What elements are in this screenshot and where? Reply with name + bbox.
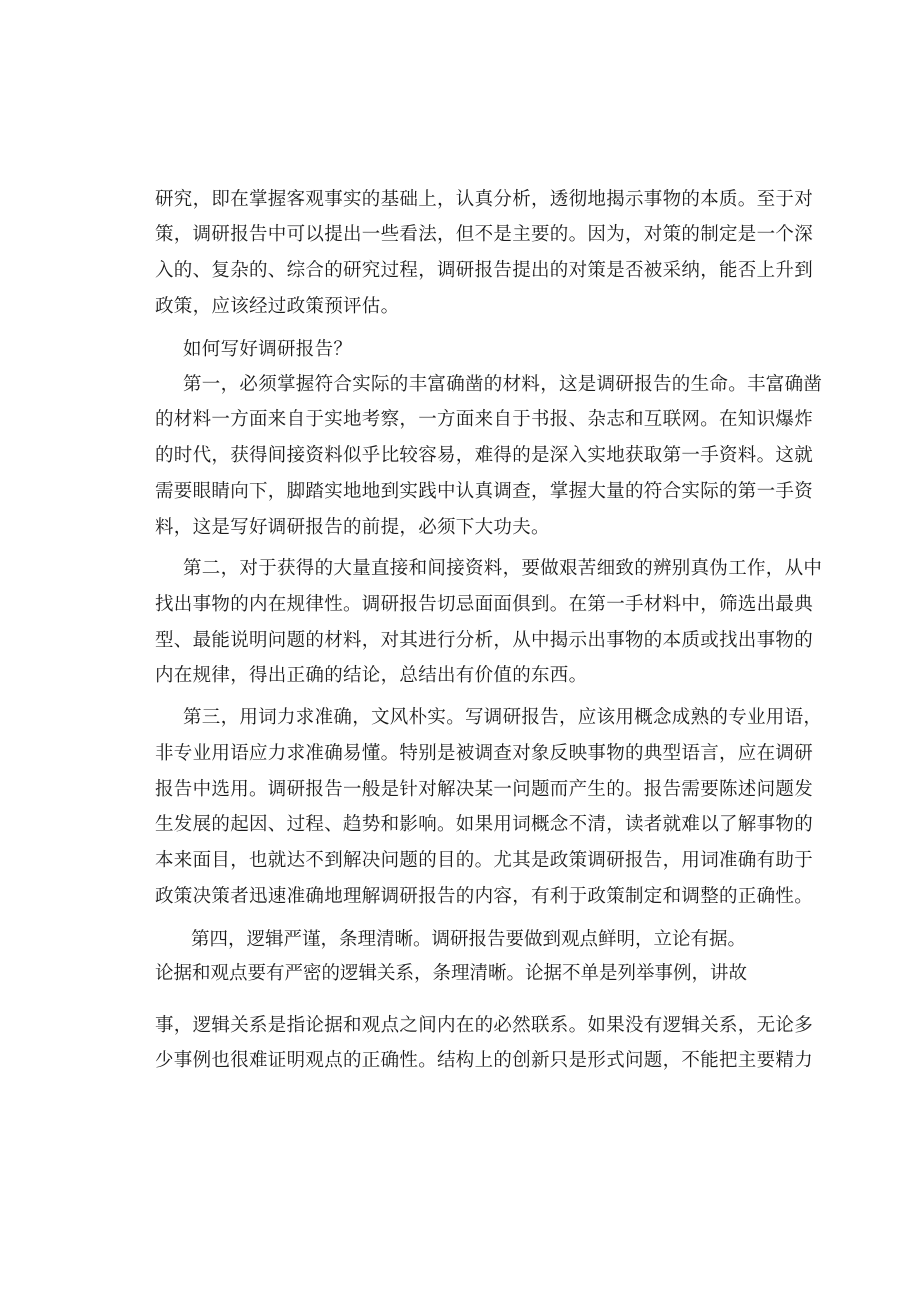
text-line: 需要眼睛向下，脚踏实地地到实践中认真调查，掌握大量的符合实际的第一手资 [155,481,814,502]
text-line: 研究，即在掌握客观事实的基础上，认真分析，透彻地揭示事物的本质。至于对 [155,189,814,210]
text-line: 论据和观点要有严密的逻辑关系，条理清晰。论据不单是列举事例，讲故 [155,963,748,984]
text-line: 料，这是写好调研报告的前提，必须下大功夫。 [155,517,550,538]
text-line: 的材料一方面来自于实地考察，一方面来自于书报、杂志和互联网。在知识爆炸 [155,409,814,430]
text-line: 第四，逻辑严谨，条理清晰。调研报告要做到观点鲜明，立论有据。 [191,929,747,950]
text-line: 第二，对于获得的大量直接和间接资料，要做艰苦细致的辨别真伪工作，从中 [183,558,823,579]
text-line: 入的、复杂的、综合的研究过程，调研报告提出的对策是否被采纳，能否上升到 [155,260,814,281]
text-line: 第三，用词力求准确，文风朴实。写调研报告，应该用概念成熟的专业用语， [183,707,823,728]
text-line: 找出事物的内在规律性。调研报告切忌面面俱到。在第一手材料中，筛选出最典 [155,594,814,615]
text-line: 非专业用语应力求准确易懂。特别是被调查对象反映事物的典型语言，应在调研 [155,743,814,764]
text-line: 型、最能说明问题的材料，对其进行分析，从中揭示出事物的本质或找出事物的 [155,630,814,651]
text-line: 策，调研报告中可以提出一些看法，但不是主要的。因为，对策的制定是一个深 [155,224,814,245]
text-line: 内在规律，得出正确的结论，总结出有价值的东西。 [155,665,588,686]
text-line: 的时代，获得间接资料似乎比较容易，难得的是深入实地获取第一手资料。这就 [155,445,814,466]
text-line: 生发展的起因、过程、趋势和影响。如果用词概念不清，读者就难以了解事物的 [155,814,814,835]
text-line: 政策，应该经过政策预评估。 [155,296,400,317]
text-line: 事，逻辑关系是指论据和观点之间内在的必然联系。如果没有逻辑关系，无论多 [155,1015,814,1036]
text-line: 少事例也很难证明观点的正确性。结构上的创新只是形式问题，不能把主要精力 [155,1050,814,1071]
text-line: 第一，必须掌握符合实际的丰富确凿的材料，这是调研报告的生命。丰富确凿 [183,374,823,395]
section-heading: 如何写好调研报告？ [183,339,353,360]
text-line: 政策决策者迅速准确地理解调研报告的内容，有利于政策制定和调整的正确性。 [155,886,814,907]
text-line: 本来面目，也就达不到解决问题的目的。尤其是政策调研报告，用词准确有助于 [155,850,814,871]
text-line: 报告中选用。调研报告一般是针对解决某一问题而产生的。报告需要陈述问题发 [155,779,814,800]
